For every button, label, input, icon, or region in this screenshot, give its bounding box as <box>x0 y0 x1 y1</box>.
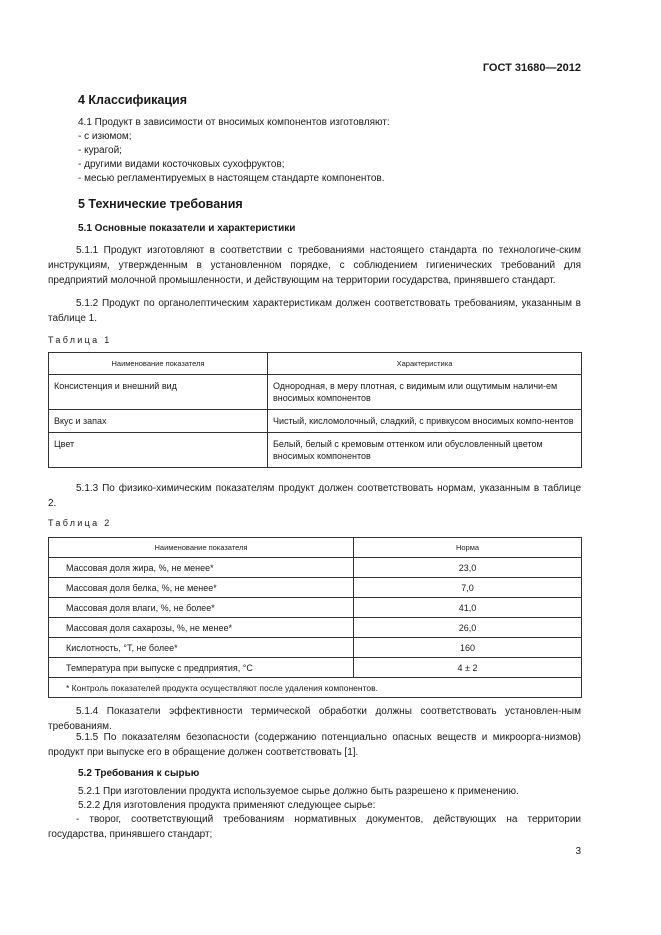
table-row <box>49 638 582 658</box>
clause-5-1-3: 5.1.3 По физико-химическим показателям продукт должен соответствовать нормам, указанным в таблице 2. <box>48 483 581 509</box>
table-row <box>49 433 582 468</box>
clause-5-2-1: 5.2.1 При изготовлении продукта используемое сырье должно быть разрешено к применению. <box>78 786 519 797</box>
table-2-footnote: * Контроль показателей продукта осуществляют после удаления компонентов. <box>49 678 582 698</box>
clause-5-2-2-item: - творог, соответствующий требованиям нормативных документов, действующих на территории государства, принявшего стандарт; <box>48 814 581 840</box>
subsection-5-2-title: 5.2 Требования к сырью <box>78 768 200 779</box>
subsection-5-1-title: 5.1 Основные показатели и характеристики <box>78 223 296 234</box>
table-1-header-name: Наименование показателя <box>49 353 268 375</box>
clause-5-1-5: 5.1.5 По показателям безопасности (содержанию потенциально опасных веществ и микроорга-низмов) продукт при выпуске его в обращение должен соответствовать [1]. <box>48 732 581 758</box>
table-cell: Кислотность, °Т, не более* <box>49 638 354 658</box>
section-5-title: 5 Технические требования <box>78 197 243 211</box>
table-cell: Однородная, в меру плотная, с видимым или ощутимым наличи-ем вносимых компонентов <box>268 375 582 410</box>
table-cell: 7,0 <box>354 578 582 598</box>
section-4-title: 4 Классификация <box>78 93 188 107</box>
clause-5-1-1: 5.1.1 Продукт изготовляют в соответствии с требованиями настоящего стандарта по технологиче-ским инструкциям, утвержденным в установленном порядке, с соблюдением гигиенических требований для предприятий молочной промышленности, и действующим на территории государства, принявшего стандарт. <box>48 245 581 286</box>
table-2-header-norm: Норма <box>354 538 582 558</box>
table-cell: Вкус и запах <box>49 410 268 433</box>
table-cell: Массовая доля белка, %, не менее* <box>49 578 354 598</box>
table-cell: 4 ± 2 <box>354 658 582 678</box>
list-item: - другими видами косточковых сухофруктов; <box>78 159 285 170</box>
list-item: - с изюмом; <box>78 131 132 142</box>
table-1 <box>48 352 582 468</box>
table-row <box>49 658 582 678</box>
list-item: - курагой; <box>78 145 122 156</box>
table-2 <box>48 537 582 698</box>
clause-4-1: 4.1 Продукт в зависимости от вносимых компонентов изготовляют: <box>78 117 390 128</box>
table-row <box>49 598 582 618</box>
table-row <box>49 410 582 433</box>
list-item: - месью регламентируемых в настоящем стандарте компонентов. <box>78 173 385 184</box>
table-cell: 41,0 <box>354 598 582 618</box>
page-number: 3 <box>575 846 581 857</box>
table-cell: Массовая доля жира, %, не менее* <box>49 558 354 578</box>
table-1-caption: Таблица 1 <box>48 335 112 345</box>
table-row <box>49 558 582 578</box>
table-row <box>49 578 582 598</box>
clause-5-2-2: 5.2.2 Для изготовления продукта применяют следующее сырье: <box>78 800 376 811</box>
document-code: ГОСТ 31680—2012 <box>482 62 581 74</box>
table-1-header-characteristic: Характеристика <box>268 353 582 375</box>
table-cell: Консистенция и внешний вид <box>49 375 268 410</box>
table-cell: Белый, белый с кремовым оттенком или обусловленный цветом вносимых компонентов <box>268 433 582 468</box>
table-cell: 160 <box>354 638 582 658</box>
table-cell: 26,0 <box>354 618 582 638</box>
table-cell: Температура при выпуске с предприятия, °С <box>49 658 354 678</box>
table-footnote-row <box>49 678 582 698</box>
table-cell: Чистый, кисломолочный, сладкий, с привкусом вносимых компо-нентов <box>268 410 582 433</box>
table-cell: Цвет <box>49 433 268 468</box>
table-2-header-name: Наименование показателя <box>49 538 354 558</box>
table-cell: Массовая доля сахарозы, %, не менее* <box>49 618 354 638</box>
table-cell: Массовая доля влаги, %, не более* <box>49 598 354 618</box>
table-row <box>49 375 582 410</box>
clause-5-1-4: 5.1.4 Показатели эффективности термической обработки должны соответствовать установлен-ным требованиям. <box>48 706 581 732</box>
table-2-caption: Таблица 2 <box>48 518 112 528</box>
table-cell: 23,0 <box>354 558 582 578</box>
clause-5-1-2: 5.1.2 Продукт по органолептическим характеристикам должен соответствовать требованиям, указанным в таблице 1. <box>48 298 581 324</box>
table-row <box>49 618 582 638</box>
